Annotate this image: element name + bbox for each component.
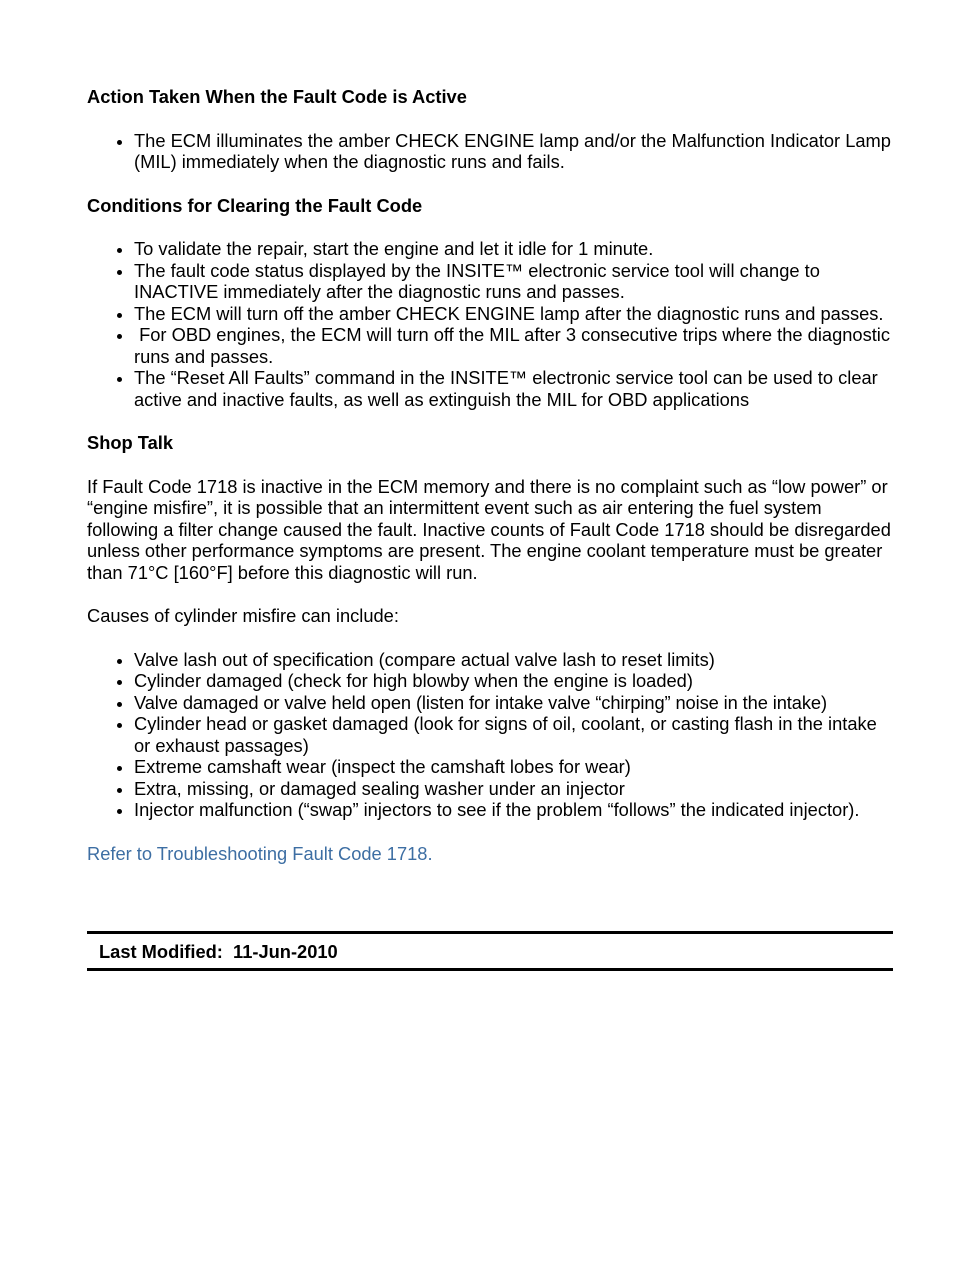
list-item: The ECM will turn off the amber CHECK ENGINE lamp after the diagnostic runs and passes. bbox=[134, 303, 893, 325]
list-item: Injector malfunction (“swap” injectors to see if the problem “follows” the indicated injector). bbox=[134, 799, 893, 821]
shop-talk-paragraph: If Fault Code 1718 is inactive in the ECM memory and there is no complaint such as “low power” or “engine misfire”, it is possible that an intermittent event such as air entering the fuel system following a filter change caused the fault. Inactive counts of Fault Code 1718 should be disregarded unless other performance symptoms are present. The engine coolant temperature must be greater than 71°C [160°F] before this diagnostic will run. bbox=[87, 475, 891, 583]
clearing-list bbox=[87, 238, 896, 410]
list-item: For OBD engines, the ECM will turn off the MIL after 3 consecutive trips where the diagnostic runs and passes. bbox=[134, 324, 896, 367]
causes-intro: Causes of cylinder misfire can include: bbox=[87, 605, 399, 626]
troubleshooting-link[interactable]: Refer to Troubleshooting Fault Code 1718. bbox=[87, 842, 433, 864]
list-item: Extra, missing, or damaged sealing washer under an injector bbox=[134, 778, 893, 800]
action-heading: Action Taken When the Fault Code is Active bbox=[87, 86, 467, 107]
list-item: Cylinder head or gasket damaged (look for signs of oil, coolant, or casting flash in the intake or exhaust passages) bbox=[134, 713, 893, 756]
list-item: The fault code status displayed by the INSITE™ electronic service tool will change to INACTIVE immediately after the diagnostic runs and passes. bbox=[134, 260, 893, 303]
causes-list bbox=[87, 649, 893, 821]
last-modified-bar bbox=[87, 931, 893, 971]
list-item: Cylinder damaged (check for high blowby when the engine is loaded) bbox=[134, 670, 893, 692]
action-list bbox=[87, 130, 893, 173]
list-item: Extreme camshaft wear (inspect the camshaft lobes for wear) bbox=[134, 756, 893, 778]
list-item: The ECM illuminates the amber CHECK ENGINE lamp and/or the Malfunction Indicator Lamp (MIL) immediately when the diagnostic runs and fails. bbox=[134, 130, 893, 173]
list-item: Valve damaged or valve held open (listen for intake valve “chirping” noise in the intake) bbox=[134, 692, 893, 714]
clearing-heading: Conditions for Clearing the Fault Code bbox=[87, 194, 423, 216]
list-item: The “Reset All Faults” command in the INSITE™ electronic service tool can be used to clear active and inactive faults, as well as extinguish the MIL for OBD applications bbox=[134, 367, 893, 410]
list-item: Valve lash out of specification (compare actual valve lash to reset limits) bbox=[134, 649, 893, 671]
last-modified-label: Last Modified: 11-Jun-2010 bbox=[99, 941, 338, 962]
shop-talk-heading: Shop Talk bbox=[87, 432, 173, 453]
document-body bbox=[87, 86, 896, 864]
list-item: To validate the repair, start the engine and let it idle for 1 minute. bbox=[134, 238, 893, 260]
